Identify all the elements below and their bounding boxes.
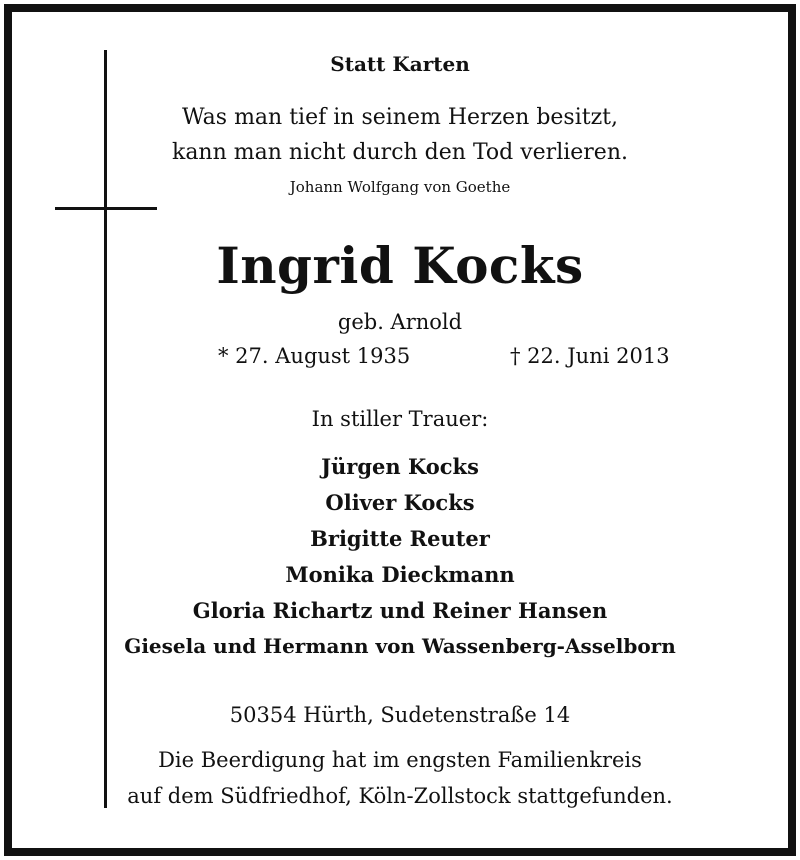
mourner-name: Jürgen Kocks: [321, 454, 479, 479]
funeral-note-line-2: auf dem Südfriedhof, Köln-Zollstock stattgefunden.: [127, 784, 673, 808]
quote-author: Johann Wolfgang von Goethe: [289, 178, 511, 196]
mourner-name: Gloria Richartz und Reiner Hansen: [192, 598, 608, 623]
mourning-label: In stiller Trauer:: [311, 407, 489, 431]
death-date: † 22. Juni 2013: [510, 344, 670, 368]
mourner-name: Brigitte Reuter: [310, 526, 490, 551]
birth-date: * 27. August 1935: [218, 344, 411, 368]
notice-heading: Statt Karten: [330, 52, 470, 76]
quote-line-1: Was man tief in seinem Herzen besitzt,: [181, 105, 619, 130]
maiden-name: geb. Arnold: [337, 310, 463, 334]
funeral-note-line-1: Die Beerdigung hat im engsten Familienkreis: [158, 748, 642, 772]
mourner-name: Monika Dieckmann: [285, 562, 515, 587]
mourner-name: Giesela und Hermann von Wassenberg-Asselborn: [124, 634, 676, 658]
quote-line-2: kann man nicht durch den Tod verlieren.: [171, 140, 628, 165]
mourner-name: Oliver Kocks: [325, 490, 475, 515]
deceased-name: Ingrid Kocks: [216, 236, 584, 295]
family-address: 50354 Hürth, Sudetenstraße 14: [229, 703, 571, 727]
cross-icon-bar: [55, 207, 157, 210]
life-dates: [0, 344, 800, 374]
